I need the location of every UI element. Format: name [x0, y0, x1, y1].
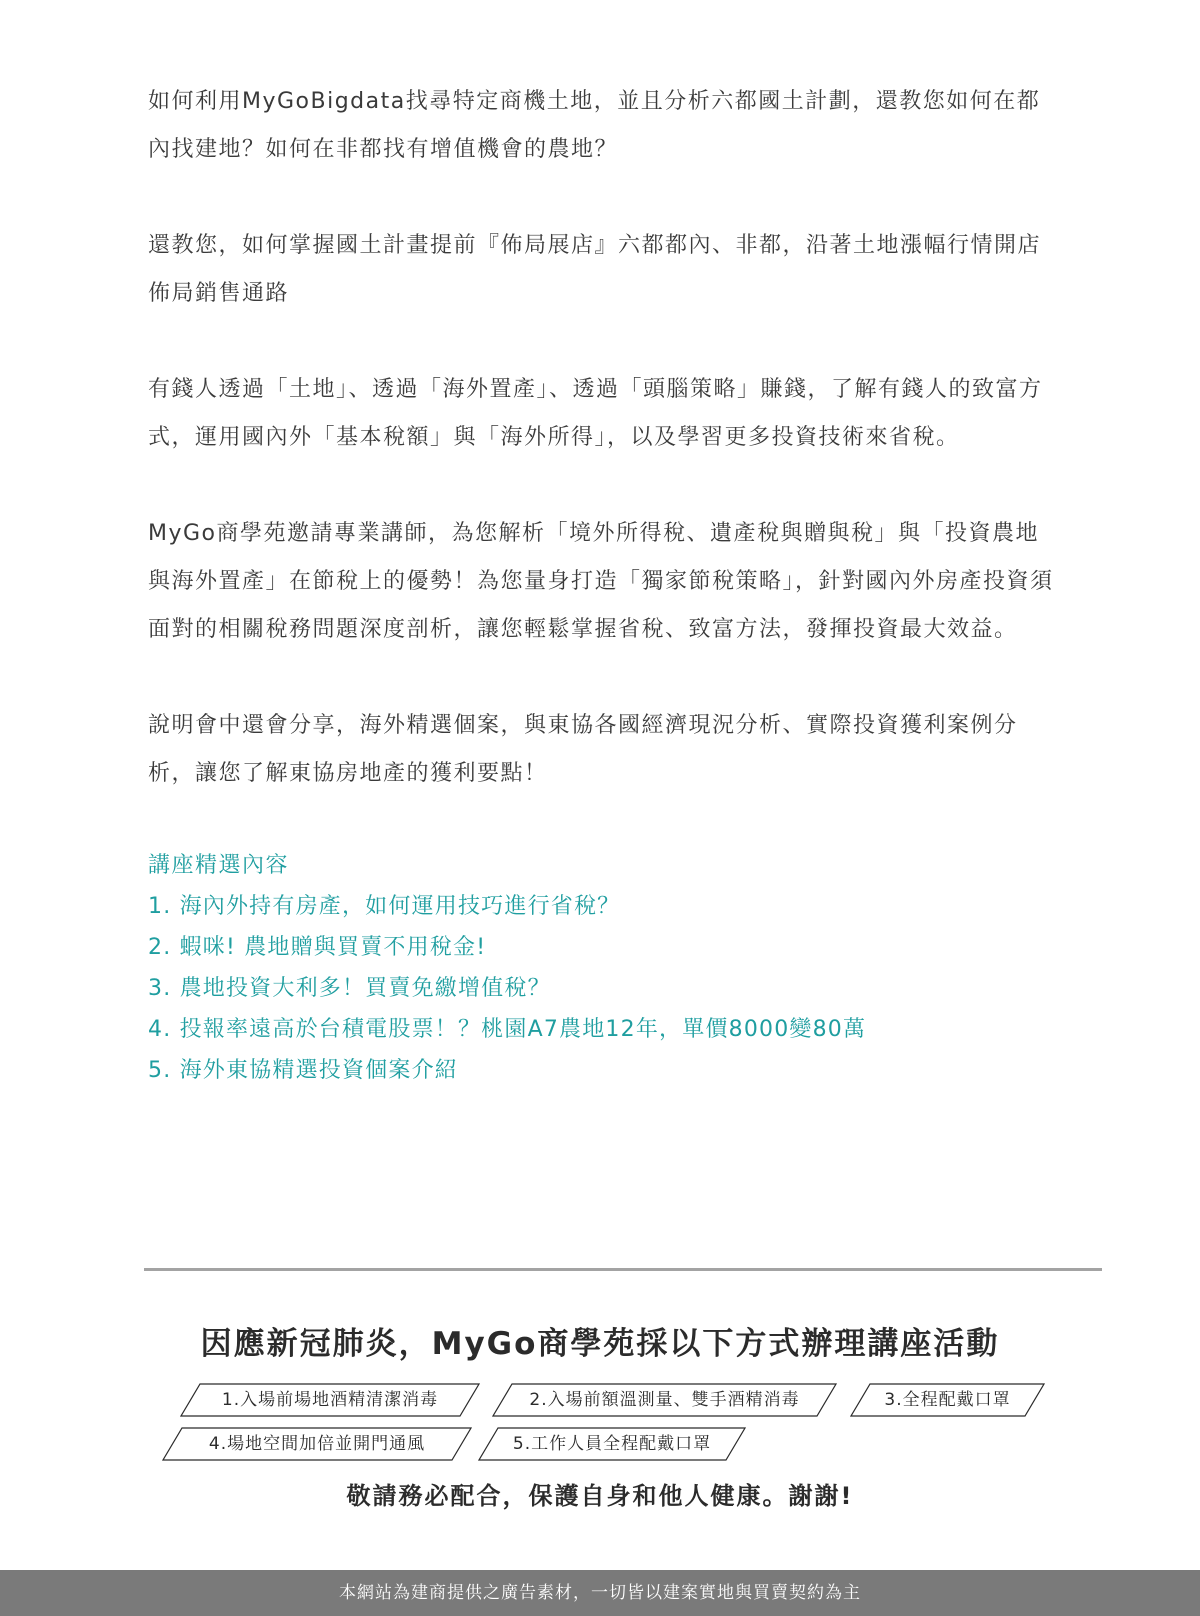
topic-item: 2. 蝦咪! 農地贈與買賣不用稅金! [148, 935, 487, 960]
topic-item: 5. 海外東協精選投資個案介紹 [148, 1058, 458, 1083]
topics-title: 講座精選內容 [148, 853, 290, 878]
measure-tag: 2.入場前額溫測量、雙手酒精消毒 [492, 1383, 837, 1417]
measure-tag: 5.工作人員全程配戴口罩 [478, 1427, 746, 1461]
paragraph-wealthy-strategy: 有錢人透過「土地」、透過「海外置產」、透過「頭腦策略」賺錢，了解有錢人的致富方式，運用國內外「基本稅額」與「海外所得」，以及學習更多投資技術來省稅。 [148, 377, 1043, 450]
paragraph-store-layout: 還教您，如何掌握國土計畫提前『佈局展店』六都都內、非都，沿著土地漲幅行情開店佈局銷售通路 [148, 233, 1042, 306]
article-body [148, 78, 1058, 1091]
topic-item: 4. 投報率遠高於台積電股票！？桃園A7農地12年，單價8000變80萬 [148, 1017, 867, 1042]
measure-tag: 1.入場前場地酒精清潔消毒 [180, 1383, 480, 1417]
topic-item: 1. 海內外持有房產，如何運用技巧進行省稅？ [148, 894, 621, 919]
notice-footer: 敬請務必配合，保護自身和他人健康。謝謝! [346, 1482, 854, 1510]
measure-tag: 3.全程配戴口罩 [850, 1383, 1045, 1417]
disclaimer-text: 本網站為建商提供之廣告素材，一切皆以建案實地與買賣契約為主 [339, 1583, 861, 1603]
disclaimer-bar [0, 1570, 1200, 1616]
paragraph-lecturer-intro: MyGo商學苑邀請專業講師，為您解析「境外所得稅、遺產稅與贈與稅」與「投資農地與海外置產」在節稅上的優勢！為您量身打造「獨家節稅策略」，針對國內外房產投資須面對的相關稅務問題深度剖析，讓您輕鬆掌握省稅、致富方法，發揮投資最大效益。 [148, 521, 1054, 642]
seminar-topics [148, 846, 1058, 1091]
covid-notice-title: 因應新冠肺炎，MyGo商學苑採以下方式辦理講座活動 [200, 1326, 1000, 1362]
paragraph-seminar-share: 說明會中還會分享，海外精選個案，與東協各國經濟現況分析、實際投資獲利案例分析，讓您了解東協房地產的獲利要點！ [148, 713, 1018, 786]
topic-item: 3. 農地投資大利多！買賣免繳增值稅？ [148, 976, 551, 1001]
paragraph-bigdata: 如何利用MyGoBigdata找尋特定商機土地，並且分析六都國土計劃，還教您如何在都內找建地？如何在非都找有增值機會的農地？ [148, 89, 1041, 162]
section-divider [144, 1268, 1102, 1271]
measure-tag: 4.場地空間加倍並開門通風 [162, 1427, 472, 1461]
